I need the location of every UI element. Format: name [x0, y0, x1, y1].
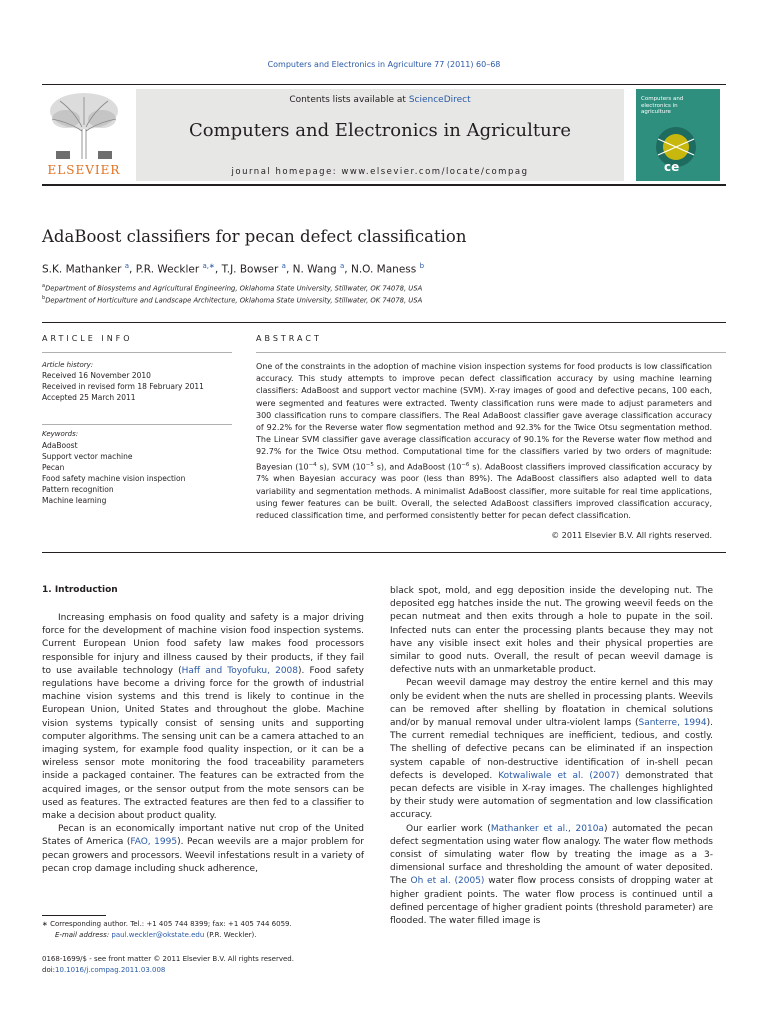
elsevier-tree-icon	[42, 89, 126, 161]
reference-link[interactable]: Oh et al. (2005)	[410, 876, 485, 887]
cover-title: Computers and electronics in agriculture	[641, 96, 684, 115]
cover-mark: ce	[664, 160, 680, 174]
keyword-item[interactable]: Pecan	[42, 463, 65, 472]
journal-homepage[interactable]: journal homepage: www.elsevier.com/locate/compag	[231, 167, 529, 177]
affiliation-text: Department of Horticulture and Landscape Architecture, Oklahoma State University, Stillwater, OK 74078, USA	[45, 296, 423, 305]
journal-cover-image[interactable]	[636, 89, 720, 181]
abstract-text-part: s), and AdaBoost (10	[373, 462, 462, 472]
keyword-item[interactable]: AdaBoost	[42, 441, 78, 450]
affiliation-a	[42, 283, 422, 292]
paragraph-text: water flow process consists of dropping water at higher gradient points. The water flow process is continued until a defined percentage of higher gradient points (threshold parameter) are flooded. The water filled image is	[390, 876, 713, 927]
email-suffix: (P.R. Weckler).	[204, 931, 257, 939]
doi-link[interactable]: 10.1016/j.compag.2011.03.008	[55, 966, 166, 974]
reference-link[interactable]: Mathanker et al., 2010a	[490, 823, 604, 834]
exponent: −5	[365, 461, 374, 468]
history-item: Received in revised form 18 February 2011	[42, 382, 204, 391]
paragraph: black spot, mold, and egg deposition inside the developing nut. The deposited egg hatches inside the nut. The growing weevil feeds on the pecan nutmeat and then exits through a hole to pupate in the soil. Infected nuts can enter the processing plants because they may not have any visible insect exit holes and their physical properties are similar to good nuts. Overall, the result of pecan weevil damage is defective nuts with an unmarketable product.	[390, 586, 713, 676]
paragraph-text: demonstrated that pecan defects are visible in X-ray images. The challenges highlighted by their study were automation of segmentation and low classification accuracy.	[390, 770, 713, 821]
email-note	[55, 931, 257, 939]
paragraph-text: Increasing emphasis on food quality and safety is a major driving force for the development of machine vision food inspection systems. Current European Union food safety law makes food processors responsible for injury and illness caused by their products, if they fail to use available technology (	[42, 613, 364, 676]
cover-graphic-icon	[636, 89, 720, 181]
abstract-text-part: One of the constraints in the adoption of machine vision inspection systems for food products is low classification accuracy. This study attempts to improve pecan defect classification accuracy by using machine learning classifiers: AdaBoost and support vector machine (SVM). X-ray images of good and defective pecans, 100 each, were segmented and features were extracted. Twenty classification runs were made to adjust parameters and 300 classification runs to compare classifiers. The Real AdaBoost classifier gave average classification accuracy of 92.2% for the Reverse water flow segmentation method and 92.3% for the Twice Otsu segmentation method. The Linear SVM classifier gave average classification accuracy of 90.1% for the Reverse water flow method and 92.7% for the Twice Otsu method. Computational time for the classifiers varied by two orders of magnitude: Bayesian (10	[256, 362, 712, 472]
elsevier-logo[interactable]	[42, 89, 126, 181]
contents-line	[136, 95, 624, 105]
info-top-rule	[42, 322, 726, 323]
paragraph	[390, 677, 713, 822]
keyword-item[interactable]: Pattern recognition	[42, 485, 114, 494]
keywords-divider	[42, 424, 232, 425]
right-column-body	[390, 585, 713, 928]
reference-link[interactable]: Haff and Toyofuku, 2008	[181, 665, 298, 676]
keyword-item[interactable]: Support vector machine	[42, 452, 133, 461]
reference-link[interactable]: Santerre, 1994	[638, 718, 707, 729]
reference-link[interactable]: Kotwaliwale et al. (2007)	[498, 770, 620, 781]
banner-bottom-rule	[42, 184, 726, 186]
keywords-label: Keywords:	[42, 430, 79, 438]
author-name[interactable]: N. Wang	[292, 263, 337, 276]
paragraph-text: Pecan is an economically important native nut crop of the United States of America (	[42, 824, 364, 848]
history-item: Accepted 25 March 2011	[42, 393, 136, 402]
footnote-rule	[42, 915, 106, 916]
article-title: AdaBoost classifiers for pecan defect classification	[42, 227, 467, 246]
abstract-body	[256, 361, 712, 522]
corresponding-author-note: ∗ Corresponding author. Tel.: +1 405 744 8399; fax: +1 405 744 6059.	[42, 920, 292, 928]
doi-label: doi:	[42, 966, 56, 974]
author-affiliation-mark[interactable]: b	[419, 262, 425, 270]
paragraph-text: ). Food safety regulations have become a driving force for the growth of industrial machine vision systems and this trend is likely to continue in the European Union, United States and throughout the globe. Machine vision systems typically consist of sensing units and supporting computer algorithms. The sensing unit can be a camera attached to an imaging system, for example food quality inspection, or it can be a wireless sensor mote monitoring the food traceability parameters inside a packaged container. The features can be extracted from the acquired images, or the sensor output from the mote sensors can be used as features. The extracted features are then fed to a classifier to make a decision about product quality.	[42, 665, 364, 822]
abstract-heading: ABSTRACT	[256, 334, 322, 343]
left-column-body	[42, 612, 364, 876]
issn-line: 0168-1699/$ - see front matter © 2011 Elsevier B.V. All rights reserved.	[42, 955, 294, 963]
journal-title: Computers and Electronics in Agriculture	[189, 120, 571, 141]
journal-citation[interactable]: Computers and Electronics in Agriculture 77 (2011) 60–68	[267, 60, 501, 69]
paragraph-text: ). Pecan weevils are a major problem for pecan growers and processors. Weevil infestations result in a variety of pecan crop damage including shuck adherence,	[42, 837, 365, 874]
abstract-text-part: s). AdaBoost classifiers improved classification accuracy by 7% when Bayesian accuracy was poor (less than 89%). The AdaBoost classifiers also adapted well to data variability and segmentation methods. A minimalist AdaBoost classifier, more suitable for real time applications, using fewer features can be built. Overall, the selected AdaBoost classifiers improved classification accuracy, reduced classification time, and performed consistently better for pecan defect classification.	[256, 462, 713, 521]
publisher-name: ELSEVIER	[47, 163, 121, 177]
email-link[interactable]: paul.weckler@okstate.edu	[111, 931, 205, 939]
reference-link[interactable]: FAO, 1995	[130, 837, 178, 848]
affiliation-b	[42, 295, 422, 304]
sciencedirect-link[interactable]: ScienceDirect	[408, 95, 471, 105]
paragraph-text: Our earlier work (	[406, 823, 491, 834]
author-affiliation-mark[interactable]: a,∗	[202, 262, 215, 270]
author-name[interactable]: P.R. Weckler	[135, 263, 200, 276]
article-info-heading: ARTICLE INFO	[42, 334, 133, 343]
doi-line	[42, 966, 165, 974]
affiliation-mark: a	[42, 283, 46, 289]
author-affiliation-mark[interactable]: a	[281, 262, 286, 270]
paragraph	[42, 612, 364, 823]
abstract-text-part: s), SVM (10	[316, 462, 366, 472]
contents-prefix: Contents lists available at	[289, 95, 409, 105]
author-name[interactable]: T.J. Bowser	[221, 263, 279, 276]
paragraph-text: ) automated the pecan defect segmentation using water flow analogy. The water flow methods consist of simulating water flow by treating the image as a 3-dimensional surface and thresholding the amount of water deposited. The	[390, 823, 713, 887]
paragraph	[42, 823, 364, 876]
author-affiliation-mark[interactable]: a	[124, 262, 130, 270]
paragraph-text: Pecan weevil damage may destroy the entire kernel and this may only be evident when the nuts are shelled in processing plants. Weevils can be removed after shelling by floatation in chemical solutions and/or by manual removal under ultra-violent lamps (	[390, 678, 713, 729]
email-label: E-mail address:	[55, 931, 112, 939]
abstract-copyright: © 2011 Elsevier B.V. All rights reserved.	[551, 531, 712, 540]
exponent: −6	[461, 461, 470, 468]
author-list: S.K. Mathanker $^a$, P.R. Weckler $^{a,∗}$, T.J. Bowser $^a$, N. Wang $^a$, N.O. Maness $^b$	[42, 262, 425, 276]
author-name[interactable]: S.K. Mathanker	[42, 263, 122, 276]
author-affiliation-mark[interactable]: a	[339, 262, 345, 270]
banner-top-rule	[42, 84, 726, 85]
section-heading-introduction: 1. Introduction	[42, 585, 118, 595]
info-divider	[42, 352, 232, 353]
history-label: Article history:	[42, 361, 94, 369]
journal-banner	[136, 89, 624, 181]
info-bottom-rule	[42, 552, 726, 553]
exponent: −4	[308, 461, 317, 468]
paragraph-text: ). The current remedial techniques are inefficient, tedious, and costly. The shelling of defective pecans can be eliminated if an inspection system capable of non-destructive identification of in-shell pecan defects is developed.	[390, 718, 713, 781]
keyword-item[interactable]: Food safety machine vision inspection	[42, 474, 186, 483]
paragraph	[390, 823, 713, 929]
abstract-divider	[256, 352, 726, 353]
keyword-item[interactable]: Machine learning	[42, 496, 107, 505]
history-item: Received 16 November 2010	[42, 371, 151, 380]
author-name[interactable]: N.O. Maness	[350, 263, 417, 276]
affiliation-mark: b	[42, 295, 46, 301]
affiliation-text: Department of Biosystems and Agricultural Engineering, Oklahoma State University, Stillwater, OK 74078, USA	[45, 284, 423, 293]
